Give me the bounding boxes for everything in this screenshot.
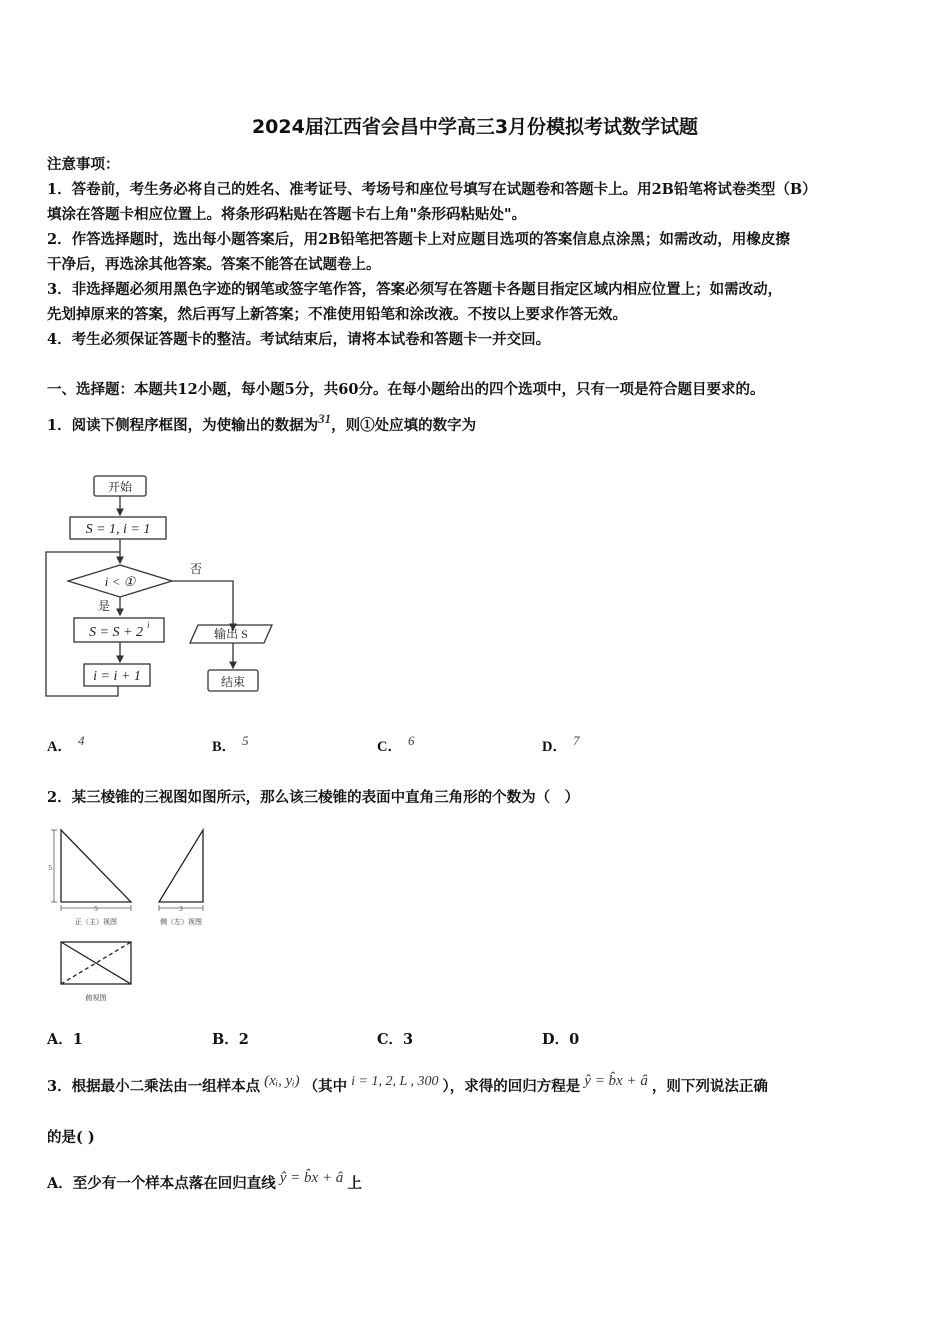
dim-height: 5 — [48, 864, 52, 872]
side-view-label: 侧（左）视图 — [160, 918, 202, 926]
question-2-text: 2．某三棱锥的三视图如图所示，那么该三棱锥的表面中直角三角形的个数为（ ） — [47, 789, 580, 806]
flow-end-label: 结束 — [220, 675, 246, 689]
section-heading: 一、选择题：本题共12小题，每小题5分，共60分。在每小题给出的四个选项中，只有一项是符合题目要求的。 — [47, 381, 765, 398]
top-view-label: 俯视图 — [85, 994, 107, 1002]
notice-line-3: 2．作答选择题时，选出每小题答案后，用2B铅笔把答题卡上对应题目选项的答案信息点涂黑；如需改动，用橡皮擦 — [47, 231, 790, 248]
q2-option-b[interactable]: B．2 — [212, 1031, 249, 1048]
q3-sample-points: (xᵢ, yᵢ) — [264, 1073, 300, 1089]
q3-regression-equation: ŷ = b̂x + â — [584, 1073, 648, 1089]
notice-line-7: 4．考生必须保证答题卡的整洁。考试结束后，请将本试卷和答题卡一并交回。 — [47, 331, 551, 348]
q1-output-value: 31 — [318, 411, 332, 426]
dim-side-width: 3 — [179, 905, 183, 913]
q1-option-b[interactable]: B． 5 — [212, 733, 249, 755]
question-3-text: 3．根据最小二乘法由一组样本点 (xᵢ, yᵢ) （其中 i = 1, 2, L , 300 ），求得的回归方程是 ŷ = b̂x + â ，则下列说法正确 — [47, 1073, 768, 1095]
front-view-label: 正（主）视图 — [75, 918, 117, 926]
flow-yes-label: 是 — [98, 599, 111, 613]
q2-option-c[interactable]: C．3 — [377, 1031, 414, 1048]
q2-option-a[interactable]: A．1 — [47, 1031, 83, 1048]
flow-incr-label: i = i + 1 — [93, 669, 141, 684]
notice-line-5: 3．非选择题必须用黑色字迹的钢笔或签字笔作答，答案必须写在答题卡各题目指定区域内相应位置上；如需改动， — [47, 281, 783, 298]
notice-heading: 注意事项： — [47, 156, 120, 173]
notice-line-6: 先划掉原来的答案，然后再写上新答案；不准使用铅笔和涂改液。不按以上要求作答无效。 — [47, 306, 627, 323]
q1-option-d[interactable]: D． 7 — [542, 733, 580, 755]
flow-sum-exp: i — [147, 620, 150, 630]
flow-init-label: S = 1, i = 1 — [85, 522, 151, 537]
q3-index-range: i = 1, 2, L , 300 — [351, 1074, 439, 1089]
notice-line-2: 填涂在答题卡相应位置上。将条形码粘贴在答题卡右上角"条形码粘贴处"。 — [47, 206, 527, 223]
flow-cond-label: i < ① — [104, 574, 136, 589]
flowchart — [40, 470, 280, 705]
flow-no-label: 否 — [190, 562, 203, 576]
notice-line-4: 干净后，再选涂其他答案。答案不能答在试题卷上。 — [47, 256, 381, 273]
flow-sum-label: S = S + 2 — [89, 625, 143, 640]
dim-front-width: 5 — [94, 905, 98, 913]
flow-output-label: 输出 S — [214, 627, 248, 641]
three-views-figure — [45, 822, 220, 1007]
q2-option-d[interactable]: D．0 — [542, 1031, 580, 1048]
question-1-text: 1．阅读下侧程序框图，为使输出的数据为31，则①处应填的数字为 — [47, 411, 477, 434]
q3-option-a[interactable]: A．至少有一个样本点落在回归直线 ŷ = b̂x + â 上 — [47, 1170, 362, 1192]
q3-option-a-equation: ŷ = b̂x + â — [279, 1170, 344, 1186]
q1-option-a[interactable]: A． 4 — [47, 733, 85, 755]
side-view-shape — [159, 830, 203, 902]
flow-start-label: 开始 — [107, 480, 133, 494]
front-view-shape — [61, 830, 131, 902]
notice-line-1: 1．答卷前，考生务必将自己的姓名、准考证号、考场号和座位号填写在试题卷和答题卡上。用2B铅笔将试卷类型（B） — [47, 181, 817, 198]
question-3-text-line2: 的是( ) — [47, 1129, 95, 1146]
q1-option-c[interactable]: C． 6 — [377, 733, 415, 755]
exam-title: 2024届江西省会昌中学高三3月份模拟考试数学试题 — [251, 116, 699, 138]
